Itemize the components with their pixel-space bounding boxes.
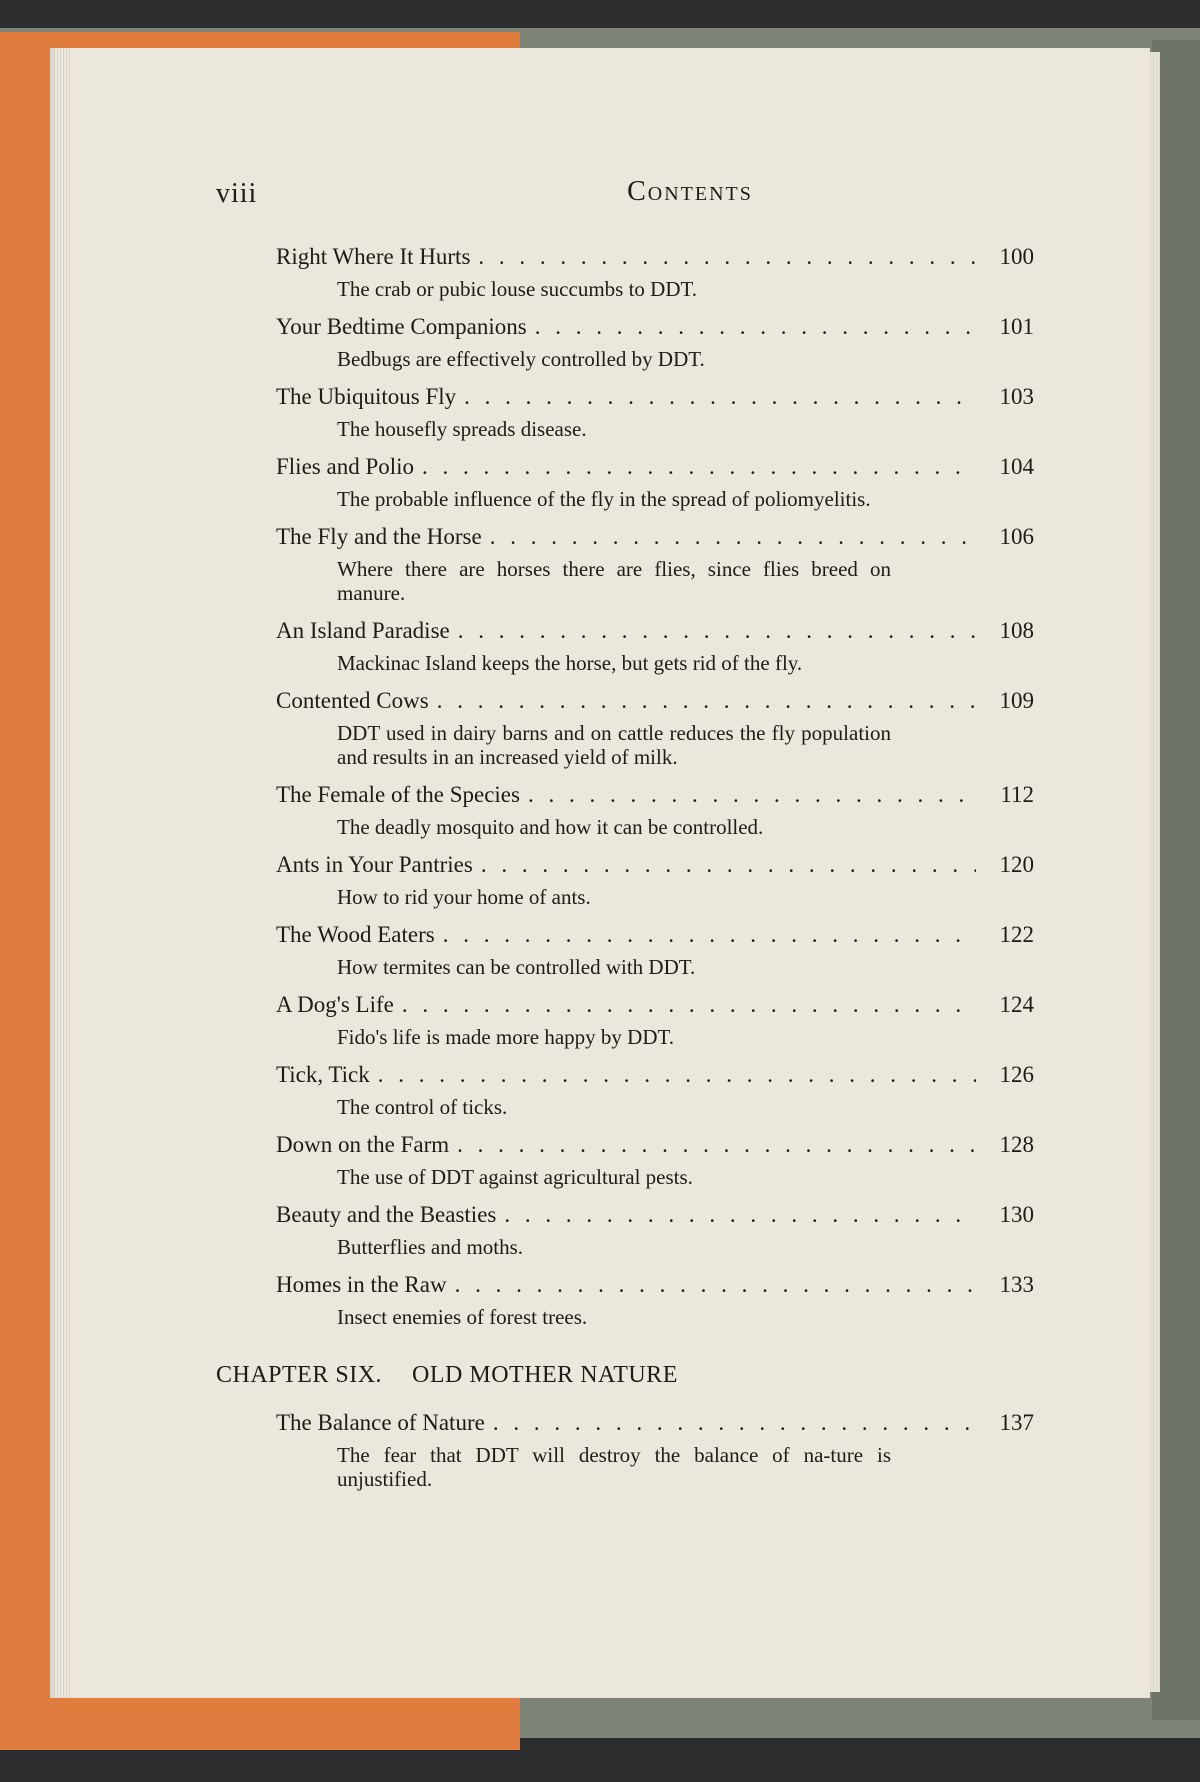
toc-entry-page: 103 [999,384,1034,409]
chapter-toc-list [276,1410,1034,1504]
toc-entry-row [276,1202,1034,1235]
toc-entry-description: DDT used in dairy barns and on cattle reduces the fly population and results in an increased yield of milk. [337,721,891,769]
toc-entry-row [276,524,1034,557]
toc-entry-description: The use of DDT against agricultural pests. [337,1165,693,1189]
toc-entry-row [276,618,1034,651]
toc-entry [276,524,1034,605]
dot-leader [437,688,976,714]
dot-leader [481,852,976,878]
toc-entry [276,1272,1034,1329]
toc-entry-row [276,314,1034,347]
toc-entry-title: The Female of the Species [276,782,520,807]
toc-entry-page: 120 [999,852,1034,877]
toc-entry-row [276,782,1034,815]
toc-entry-title: Tick, Tick [276,1062,370,1087]
toc-entry-description: The control of ticks. [337,1095,508,1119]
toc-entry [276,852,1034,909]
toc-entry-description: How termites can be controlled with DDT. [337,955,696,979]
toc-entry [276,1410,1034,1491]
toc-entry-title: The Ubiquitous Fly [276,384,457,409]
toc-entry-row [276,688,1034,721]
page-number: viii [216,178,258,209]
toc-entry [276,314,1034,371]
toc-entry-description: The housefly spreads disease. [337,417,587,441]
toc-entry-description: Mackinac Island keeps the horse, but gets rid of the fly. [337,651,803,675]
toc-entry-title: A Dog's Life [276,992,394,1017]
toc-entry-row [276,454,1034,487]
toc-entry-description: Fido's life is made more happy by DDT. [337,1025,675,1049]
toc-entry-title: The Fly and the Horse [276,524,482,549]
toc-entry-description: How to rid your home of ants. [337,885,591,909]
toc-entry-row [276,922,1034,955]
toc-entry-title: Contented Cows [276,688,429,713]
toc-list [276,244,1034,1342]
toc-entry-title: The Wood Eaters [276,922,435,947]
toc-entry-title: Flies and Polio [276,454,415,479]
toc-entry [276,454,1034,511]
toc-entry-title: Your Bedtime Companions [276,314,527,339]
dot-leader [535,314,976,340]
toc-entry-row [276,1410,1034,1443]
toc-entry-page: 100 [999,244,1034,269]
toc-entry [276,618,1034,675]
toc-entry-page: 128 [999,1132,1034,1157]
running-title: Contents [627,176,753,207]
toc-entry [276,922,1034,979]
toc-entry-page: 133 [999,1272,1034,1297]
dot-leader [478,244,976,270]
toc-entry-row [276,852,1034,885]
toc-entry [276,782,1034,839]
toc-entry-title: Down on the Farm [276,1132,450,1157]
toc-entry-title: Right Where It Hurts [276,244,471,269]
chapter-number: CHAPTER SIX. [216,1362,383,1388]
dot-leader [464,384,976,410]
toc-entry-row [276,992,1034,1025]
dot-leader [504,1202,976,1228]
toc-entry-description: The fear that DDT will destroy the balance of na-ture is unjustified. [337,1443,891,1491]
toc-entry [276,244,1034,301]
toc-entry-description: Where there are horses there are flies, since flies breed on manure. [337,557,891,605]
toc-entry-title: Homes in the Raw [276,1272,447,1297]
toc-entry-row [276,244,1034,277]
toc-entry-row [276,1132,1034,1165]
toc-entry-description: The crab or pubic louse succumbs to DDT. [337,277,698,301]
dot-leader [378,1062,976,1088]
toc-entry-page: 124 [999,992,1034,1017]
toc-entry-row [276,1272,1034,1305]
toc-entry-title: Beauty and the Beasties [276,1202,497,1227]
dot-leader [528,782,976,808]
toc-entry-page: 130 [999,1202,1034,1227]
dot-leader [457,1132,976,1158]
chapter-title: OLD MOTHER NATURE [412,1362,678,1388]
toc-entry-page: 106 [999,524,1034,549]
dot-leader [458,618,976,644]
dot-leader [490,524,976,550]
toc-entry [276,992,1034,1049]
toc-entry-page: 122 [999,922,1034,947]
toc-entry-page: 137 [999,1410,1034,1435]
toc-entry [276,1202,1034,1259]
toc-entry-description: The deadly mosquito and how it can be controlled. [337,815,764,839]
toc-entry-title: An Island Paradise [276,618,450,643]
chapter-heading [216,1362,678,1389]
toc-entry-page: 101 [999,314,1034,339]
toc-entry-description: The probable influence of the fly in the spread of poliomyelitis. [337,487,871,511]
dot-leader [422,454,976,480]
toc-entry-page: 109 [999,688,1034,713]
toc-entry-description: Insect enemies of forest trees. [337,1305,588,1329]
toc-entry [276,384,1034,441]
toc-entry-description: Butterflies and moths. [337,1235,524,1259]
dot-leader [455,1272,976,1298]
dot-leader [443,922,976,948]
toc-entry [276,1132,1034,1189]
toc-entry-row [276,384,1034,417]
toc-entry-row [276,1062,1034,1095]
toc-entry-page: 108 [999,618,1034,643]
toc-entry-description: Bedbugs are effectively controlled by DDT. [337,347,705,371]
toc-entry-page: 112 [1000,782,1034,807]
toc-entry-page: 126 [999,1062,1034,1087]
dot-leader [402,992,976,1018]
toc-entry-page: 104 [999,454,1034,479]
toc-entry [276,688,1034,769]
toc-entry-title: Ants in Your Pantries [276,852,473,877]
dot-leader [493,1410,976,1436]
toc-entry-title: The Balance of Nature [276,1410,485,1435]
toc-entry [276,1062,1034,1119]
